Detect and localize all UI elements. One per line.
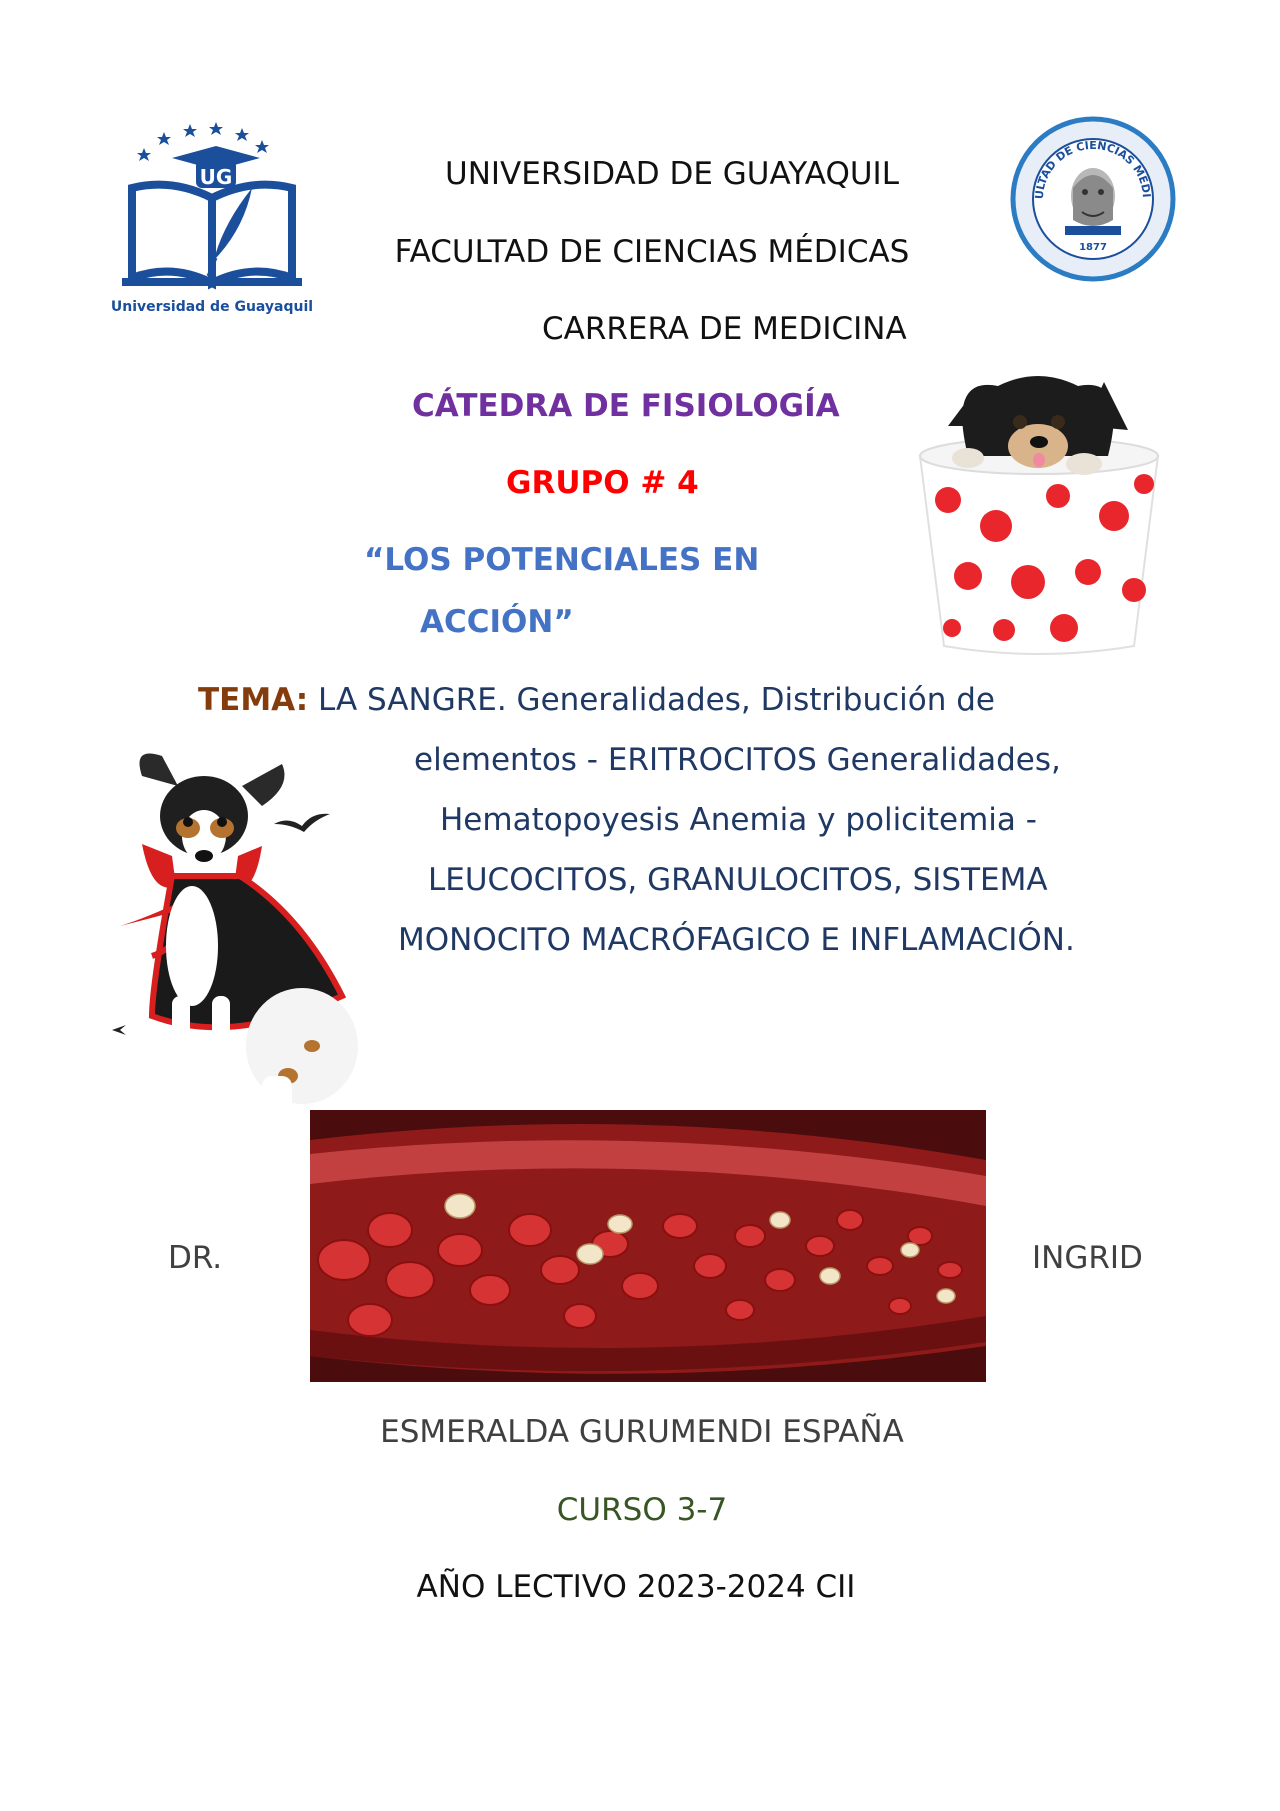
seal-year: 1877 xyxy=(1079,242,1107,253)
teacher-first-name: INGRID xyxy=(1032,1240,1143,1276)
team-name-line-1: “LOS POTENCIALES EN xyxy=(364,542,760,578)
school-year: AÑO LECTIVO 2023-2024 CII xyxy=(416,1569,856,1605)
university-logo xyxy=(112,118,312,318)
svg-text:UG: UG xyxy=(199,165,233,189)
faculty-name: FACULTAD DE CIENCIAS MÉDICAS xyxy=(394,234,910,270)
teacher-prefix: DR. xyxy=(168,1240,223,1276)
university-logo-text: Universidad de Guayaquil xyxy=(112,299,312,315)
seal-arc-text: ULTAD DE CIENCIAS MÉDI xyxy=(1032,138,1154,200)
university-name: UNIVERSIDAD DE GUAYAQUIL xyxy=(445,156,899,192)
chair-title: CÁTEDRA DE FISIOLOGÍA xyxy=(412,388,840,424)
team-name-line-2: ACCIÓN” xyxy=(420,604,574,640)
teacher-full-name: ESMERALDA GURUMENDI ESPAÑA xyxy=(380,1414,904,1450)
bird-icon xyxy=(272,810,332,840)
blood-vessel-image xyxy=(310,1110,986,1382)
topic-line-4: LEUCOCITOS, GRANULOCITOS, SISTEMA xyxy=(428,862,1048,898)
topic-text-1: LA SANGRE. Generalidades, Distribución de xyxy=(318,682,995,718)
topic-line-3: Hematopoyesis Anemia y policitemia - xyxy=(440,802,1037,838)
topic-line-1 xyxy=(198,680,995,720)
topic-line-2: elementos - ERITROCITOS Generalidades, xyxy=(414,742,1061,778)
dog-with-cape-image xyxy=(112,746,364,1128)
puppy-in-cup-image xyxy=(908,376,1170,656)
career-name: CARRERA DE MEDICINA xyxy=(542,311,907,347)
bird-icon xyxy=(112,1020,126,1030)
course: CURSO 3-7 xyxy=(556,1492,728,1528)
topic-label: TEMA: xyxy=(198,682,309,718)
group-title: GRUPO # 4 xyxy=(506,465,699,501)
topic-line-5: MONOCITO MACRÓFAGICO E INFLAMACIÓN. xyxy=(398,922,1075,958)
